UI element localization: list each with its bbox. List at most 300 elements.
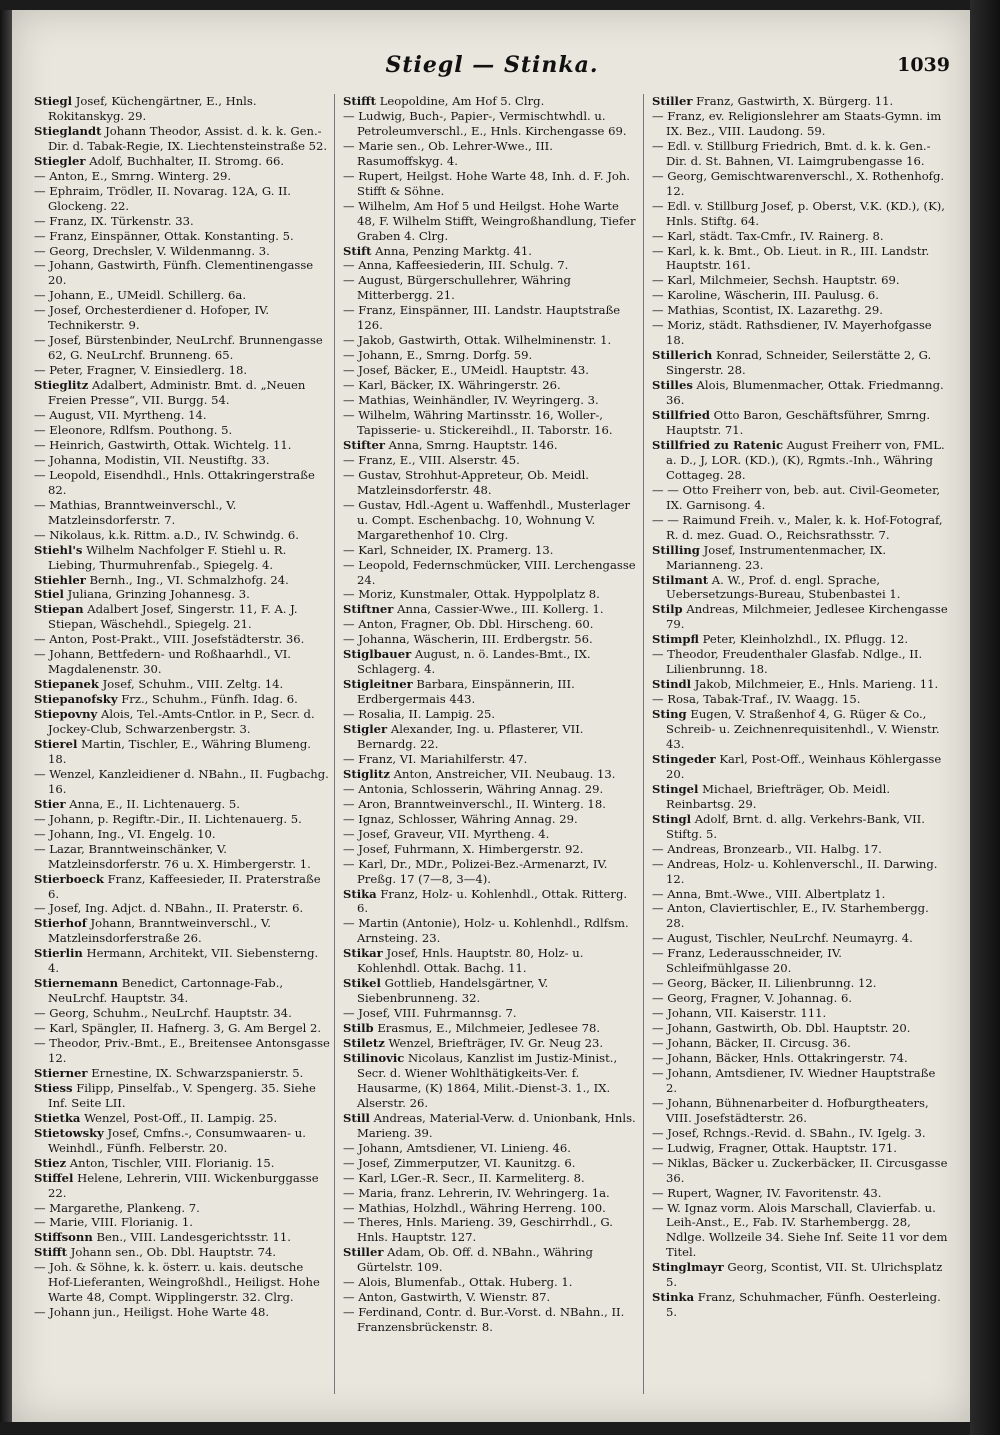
directory-entry (343, 587, 639, 602)
directory-entry (34, 363, 330, 378)
entry-text: — Ludwig, Buch-, Papier-, Vermischtwhdl. u. Petroleumverschl., E., Hnls. Kirchengasse 69. (343, 108, 627, 138)
directory-entry (34, 677, 330, 692)
directory-entry (34, 901, 330, 916)
directory-entry (343, 453, 639, 468)
entry-text: Franz, Holz- u. Kohlenhdl., Ottak. Ritterg. 6. (357, 886, 628, 916)
directory-entry (34, 692, 330, 707)
entry-text: — Franz, Einspänner, III. Landstr. Hauptstraße 126. (343, 303, 621, 333)
entry-text: Hermann, Architekt, VII. Siebensterng. 4. (48, 946, 319, 976)
directory-entry (343, 498, 639, 543)
entry-text: — Karl, Milchmeier, Sechsh. Hauptstr. 69. (652, 273, 900, 288)
directory-entry (343, 916, 639, 946)
directory-entry (34, 124, 330, 154)
entry-text: Nicolaus, Kanzlist im Justiz-Minist., Secr. d. Wiener Wohlthätigkeits-Ver. f. Hausarme, (K) 1864, Milit.-Dienst-3. 1., IX. Alserstr. 26. (357, 1051, 618, 1110)
directory-entry (34, 1126, 330, 1156)
entry-text: — Karl, k. k. Bmt., Ob. Lieut. in R., III. Landstr. Hauptstr. 161. (652, 243, 930, 273)
directory-entry (652, 1096, 948, 1126)
directory-entry (343, 782, 639, 797)
entry-text: — Johann, p. Regiftr.-Dir., II. Lichtenauerg. 5. (34, 811, 302, 826)
directory-entry (652, 139, 948, 169)
entry-surname: Stiehl's (34, 542, 83, 557)
directory-entry (652, 857, 948, 887)
entry-text: Josef, Hnls. Hauptstr. 80, Holz- u. Kohlenhdl. Ottak. Bachg. 11. (357, 946, 584, 976)
entry-text: — Georg, Bäcker, II. Lilienbrunng. 12. (652, 976, 877, 991)
entry-text: — — Raimund Freih. v., Maler, k. k. Hof-Fotograf, R. d. mez. Guad. O., Reichsrathsstr. 7. (652, 512, 943, 542)
entry-text: A. W., Prof. d. engl. Sprache, Uebersetzungs-Bureau, Stubenbastei 1. (666, 572, 901, 602)
entry-surname: Stiez (34, 1155, 67, 1170)
directory-entry (343, 94, 639, 109)
entry-text: — August, Tischler, NeuLrchf. Neumayrg. 4. (652, 931, 913, 946)
entry-text: — Theres, Hnls. Marieng. 39, Geschirrhdl., G. Hnls. Hauptstr. 127. (343, 1215, 613, 1245)
directory-entry (652, 1201, 948, 1261)
entry-surname: Stiller (652, 94, 693, 108)
entry-surname: Stiepanofsky (34, 692, 118, 707)
entry-text: — — Otto Freiherr von, beb. aut. Civil-Geometer, IX. Garnisong. 4. (652, 482, 941, 512)
entry-text: — Ferdinand, Contr. d. Bur.-Vorst. d. NBahn., II. Franzensbrückenstr. 8. (343, 1305, 625, 1335)
entry-text: — Josef, Bürstenbinder, NeuLrchf. Brunnengasse 62, G. NeuLrchf. Brunneng. 65. (34, 333, 323, 363)
entry-text: — Johann, Bettfedern- und Roßhaarhdl., VI. Magdalenenstr. 30. (34, 647, 291, 677)
entry-text: Anna, Cassier-Wwe., III. Kollerg. 1. (393, 602, 604, 617)
directory-entry (343, 1305, 639, 1335)
directory-entry (652, 378, 948, 408)
entry-text: — August, VII. Myrtheng. 14. (34, 408, 207, 423)
directory-entry (34, 498, 330, 528)
entry-text: Anna, Smrng. Hauptstr. 146. (384, 437, 558, 452)
directory-entry (652, 1290, 948, 1320)
entry-surname: Stilling (652, 542, 700, 557)
directory-entry (34, 1066, 330, 1081)
directory-entry (34, 408, 330, 423)
directory-entry (34, 94, 330, 124)
entry-surname: Stikel (343, 976, 381, 991)
directory-entry (343, 169, 639, 199)
entry-text: — Rupert, Heilgst. Hohe Warte 48, Inh. d. F. Joh. Stifft & Söhne. (343, 168, 630, 198)
entry-text: Otto Baron, Geschäftsführer, Smrng. Hauptstr. 71. (666, 408, 931, 437)
directory-entry (343, 1201, 639, 1216)
entry-text: — Anton, Post-Prakt., VIII. Josefstädterstr. 36. (34, 632, 305, 647)
directory-entry (652, 1006, 948, 1021)
entry-text: — Georg, Schuhm., NeuLrchf. Hauptstr. 34. (34, 1006, 292, 1021)
entry-text: Gottlieb, Handelsgärtner, V. Siebenbrunneng. 32. (357, 976, 549, 1006)
entry-surname: Stiegl (34, 94, 73, 108)
directory-entry (343, 707, 639, 722)
directory-entry (652, 1126, 948, 1141)
directory-entry (343, 408, 639, 438)
directory-entry (34, 468, 330, 498)
entry-text: Alois, Blumenmacher, Ottak. Friedmanng. 36. (666, 378, 944, 408)
directory-entry (34, 1036, 330, 1066)
directory-entry (652, 288, 948, 303)
entry-surname: Stillfried zu Ratenic (652, 437, 784, 452)
entry-text: — Karl, Dr., MDr., Polizei-Bez.-Armenarzt, IV. Preßg. 17 (7—8, 3—4). (343, 856, 608, 886)
entry-text: — Franz, E., VIII. Alserstr. 45. (343, 452, 520, 467)
entry-surname: Stilmant (652, 572, 709, 587)
entry-text: — Karl, Bäcker, IX. Währingerstr. 26. (343, 378, 561, 393)
entry-text: — Georg, Gemischtwarenverschl., X. Rothenhofg. 12. (652, 168, 945, 198)
directory-entry (343, 199, 639, 244)
entry-text: Adalbert, Administr. Bmt. d. „Neuen Freien Presse“, VII. Burgg. 54. (48, 378, 306, 408)
entry-text: — Anton, E., Smrng. Winterg. 29. (34, 168, 232, 183)
entry-text: Helene, Lehrerin, VIII. Wickenburggasse 22. (48, 1170, 319, 1200)
directory-entry (652, 632, 948, 647)
entry-text: — Wilhelm, Am Hof 5 und Heilgst. Hohe Warte 48, F. Wilhelm Stifft, Weingroßhandlung, Tiefer Graben 4. Clrg. (343, 198, 636, 243)
directory-entry (34, 842, 330, 872)
entry-surname: Stingeder (652, 751, 716, 766)
directory-entry (343, 1141, 639, 1156)
entry-text: — Ephraim, Trödler, II. Novarag. 12A, G. II. Glockeng. 22. (34, 183, 291, 213)
directory-column-3 (652, 94, 948, 1412)
entry-text: — Wenzel, Kanzleidiener d. NBahn., II. Fugbachg. 16. (34, 766, 329, 796)
directory-entry (652, 1051, 948, 1066)
directory-entry (343, 139, 639, 169)
entry-text: — Mathias, Branntweinverschl., V. Matzleinsdorferstr. 7. (34, 497, 237, 527)
directory-entry (34, 1156, 330, 1171)
directory-entry (34, 602, 330, 632)
directory-entry (652, 199, 948, 229)
directory-entry (343, 1245, 639, 1275)
entry-text: Alexander, Ing. u. Pflasterer, VII. Bernardg. 22. (357, 722, 584, 751)
entry-surname: Stietowsky (34, 1125, 104, 1140)
directory-entry (652, 901, 948, 931)
entry-text: — Karl, Schneider, IX. Pramerg. 13. (343, 542, 554, 557)
directory-entry (652, 94, 948, 109)
directory-entry (652, 782, 948, 812)
entry-text: — Josef, Orchesterdiener d. Hofoper, IV. Technikerstr. 9. (34, 303, 270, 333)
directory-entry (343, 857, 639, 887)
entry-text: Filipp, Pinselfab., V. Spengerg. 35. Siehe Inf. Seite LII. (48, 1080, 316, 1110)
directory-entry (34, 184, 330, 214)
directory-entry (343, 767, 639, 782)
entry-text: Karl, Post-Off., Weinhaus Köhlergasse 20. (666, 751, 942, 781)
directory-entry (652, 229, 948, 244)
entry-surname: Stiel (34, 587, 64, 602)
entry-text: August, n. ö. Landes-Bmt., IX. Schlagerg. 4. (357, 647, 591, 677)
directory-entry (34, 573, 330, 588)
entry-text: — Franz, VI. Mariahilferstr. 47. (343, 751, 528, 766)
entry-text: Ernestine, IX. Schwarzspanierstr. 5. (87, 1065, 304, 1080)
directory-entry (343, 109, 639, 139)
directory-entry (343, 722, 639, 752)
entry-text: — Moriz, Kunstmaler, Ottak. Hyppolplatz 8. (343, 587, 600, 602)
entry-text: Peter, Kleinholzhdl., IX. Pflugg. 12. (698, 632, 909, 647)
entry-surname: Stimpfl (652, 632, 699, 647)
entry-surname: Stillfried (652, 408, 710, 423)
entry-surname: Stieglitz (34, 378, 89, 393)
entry-text: — Josef, Zimmerputzer, VI. Kaunitzg. 6. (343, 1155, 576, 1170)
entry-surname: Stiepovny (34, 707, 98, 722)
entry-text: — Theodor, Freudenthaler Glasfab. Ndlge., II. Lilienbrunng. 18. (652, 647, 923, 677)
directory-entry (652, 273, 948, 288)
directory-entry (343, 244, 639, 259)
directory-entry (652, 931, 948, 946)
directory-entry (343, 1171, 639, 1186)
entry-text: Bernh., Ing., VI. Schmalzhofg. 24. (85, 572, 289, 587)
entry-text: — Anna, Bmt.-Wwe., VIII. Albertplatz 1. (652, 886, 886, 901)
entry-text: Andreas, Milchmeier, Jedlesee Kirchengasse 79. (666, 602, 948, 632)
directory-entry (652, 677, 948, 692)
entry-surname: Stinka (652, 1290, 695, 1305)
entry-text: Josef, Instrumentenmacher, IX. Marianneng. 23. (666, 542, 887, 572)
directory-entry (34, 214, 330, 229)
entry-text: — Johann, VII. Kaiserstr. 111. (652, 1006, 827, 1021)
entry-surname: Stifter (343, 437, 385, 452)
directory-entry (343, 543, 639, 558)
entry-surname: Stierner (34, 1065, 88, 1080)
entry-text: — Aron, Branntweinverschl., II. Winterg. 18. (343, 796, 606, 811)
entry-text: — Ludwig, Fragner, Ottak. Hauptstr. 171. (652, 1140, 897, 1155)
directory-entry (652, 244, 948, 274)
entry-text: — Maria, franz. Lehrerin, IV. Wehringerg. 1a. (343, 1185, 610, 1200)
directory-entry (343, 1215, 639, 1245)
entry-text: — Heinrich, Gastwirth, Ottak. Wichtelg. 11. (34, 437, 292, 452)
directory-entry (343, 827, 639, 842)
directory-entry (343, 1275, 639, 1290)
entry-text: Erasmus, E., Milchmeier, Jedlesee 78. (373, 1021, 601, 1036)
entry-surname: Stinglmayr (652, 1260, 724, 1275)
directory-entry (343, 1156, 639, 1171)
entry-surname: Stigleitner (343, 677, 413, 692)
entry-text: — Franz, Einspänner, Ottak. Konstanting. 5. (34, 228, 294, 243)
entry-text: — Johann jun., Heiligst. Hohe Warte 48. (34, 1305, 270, 1320)
entry-text: — Marie sen., Ob. Lehrer-Wwe., III. Rasumoffskyg. 4. (343, 138, 553, 168)
entry-surname: Stiernemann (34, 976, 119, 991)
entry-surname: Stierhof (34, 916, 87, 931)
entry-surname: Stifft (34, 1245, 68, 1260)
directory-entry (343, 1006, 639, 1021)
entry-text: Frz., Schuhm., Fünfh. Idag. 6. (117, 692, 298, 707)
directory-page (12, 10, 970, 1422)
directory-entry (652, 303, 948, 318)
entry-surname: Stiepanek (34, 677, 99, 692)
entry-text: Wilhelm Nachfolger F. Stiehl u. R. Liebing, Thurmuhrenfab., Spiegelg. 4. (48, 542, 287, 572)
entry-text: — Karl, städt. Tax-Cmfr., IV. Rainerg. 8. (652, 228, 884, 243)
entry-surname: Stiftner (343, 602, 394, 617)
entry-text: — Johanna, Wäscherin, III. Erdbergstr. 56. (343, 632, 593, 647)
entry-text: — Josef, Ing. Adjct. d. NBahn., II. Praterstr. 6. (34, 901, 304, 916)
directory-entry (34, 812, 330, 827)
directory-entry (343, 632, 639, 647)
entry-text: Georg, Scontist, VII. St. Ulrichsplatz 5. (666, 1260, 943, 1290)
entry-text: — Martin (Antonie), Holz- u. Kohlenhdl., Rdlfsm. Arnsteing. 23. (343, 916, 629, 946)
entry-surname: Stingl (652, 811, 692, 826)
entry-text: — Karoline, Wäscherin, III. Paulusg. 6. (652, 288, 879, 303)
entry-text: — Alois, Blumenfab., Ottak. Huberg. 1. (343, 1275, 573, 1290)
entry-surname: Stietka (34, 1110, 81, 1125)
entry-surname: Stilinovic (343, 1051, 405, 1065)
directory-entry (34, 767, 330, 797)
directory-entry (34, 827, 330, 842)
entry-text: — Anton, Claviertischler, E., IV. Starhembergg. 28. (652, 901, 929, 931)
entry-surname: Stiffel (34, 1170, 74, 1185)
directory-entry (34, 737, 330, 767)
entry-text: — Johann, Bäcker, Hnls. Ottakringerstr. 74. (652, 1051, 908, 1065)
entry-surname: Stiglitz (343, 766, 390, 781)
directory-entry (652, 543, 948, 573)
directory-entry (34, 1021, 330, 1036)
directory-entry (34, 154, 330, 169)
directory-entry (343, 1036, 639, 1051)
entry-text: — Antonia, Schlosserin, Währing Annag. 29. (343, 781, 604, 796)
entry-text: Adolf, Brnt. d. allg. Verkehrs-Bank, VII. Stiftg. 5. (666, 811, 925, 841)
entry-surname: Stiffsonn (34, 1230, 93, 1245)
entry-text: — Wilhelm, Währing Martinsstr. 16, Woller-, Tapisserie- u. Stickereihdl., II. Taborstr. 16. (343, 408, 613, 437)
directory-entry (34, 1230, 330, 1245)
entry-surname: Stierboeck (34, 871, 104, 886)
entry-text: — Georg, Fragner, V. Johannag. 6. (652, 991, 853, 1006)
directory-entry (343, 333, 639, 348)
directory-entry (34, 1305, 330, 1320)
entry-text: — Josef, VIII. Fuhrmannsg. 7. (343, 1006, 517, 1021)
directory-entry (343, 558, 639, 588)
entry-text: Alois, Tel.-Amts-Cntlor. in P., Secr. d. Jockey-Club, Schwarzenbergstr. 3. (48, 707, 315, 737)
entry-surname: Stierel (34, 736, 78, 751)
directory-entry (343, 602, 639, 617)
directory-entry (652, 408, 948, 438)
entry-text: — Joh. & Söhne, k. k. österr. u. kais. deutsche Hof-Lieferanten, Weingroßhdl., Heiligst. Hohe Warte 48, Compt. Wipplingerstr. 32. Clrg. (34, 1260, 320, 1305)
directory-entry (34, 1081, 330, 1111)
entry-surname: Stifft (343, 94, 377, 108)
directory-entry (343, 1051, 639, 1111)
entry-text: Barbara, Einspännerin, III. Erdbergermais 443. (357, 677, 575, 707)
entry-text: — Georg, Drechsler, V. Wildenmanng. 3. (34, 243, 270, 258)
entry-text: — Karl, LGer.-R. Secr., II. Karmeliterg. 8. (343, 1170, 585, 1185)
entry-text: — Johann, Ing., VI. Engelg. 10. (34, 826, 216, 841)
entry-surname: Stiepan (34, 602, 84, 617)
directory-entry (34, 258, 330, 288)
directory-entry (652, 438, 948, 483)
entry-text: Franz, Kaffeesieder, II. Praterstraße 6. (48, 871, 321, 901)
entry-text: Johann Theodor, Assist. d. k. k. Gen.-Dir. d. Tabak-Regie, IX. Liechtensteinstraße 52. (48, 123, 328, 153)
directory-entry (343, 303, 639, 333)
directory-entry (34, 229, 330, 244)
entry-surname: Stigler (343, 722, 388, 737)
entry-text: — Andreas, Holz- u. Kohlenverschl., II. Darwing. 12. (652, 856, 938, 886)
directory-entry (34, 288, 330, 303)
page-number: 1039 (897, 54, 950, 76)
entry-text: — Franz, ev. Religionslehrer am Staats-Gymn. im IX. Bez., VIII. Laudong. 59. (652, 108, 942, 138)
directory-entry (34, 1111, 330, 1126)
entry-surname: Stilp (652, 602, 683, 617)
entry-text: — Franz, Lederausschneider, IV. Schleifmühlgasse 20. (652, 946, 842, 976)
directory-entry (34, 647, 330, 677)
entry-text: — Mathias, Weinhändler, IV. Weyringerg. 3. (343, 393, 599, 408)
directory-entry (652, 318, 948, 348)
entry-text: — Johann, Gastwirth, Ob. Dbl. Hauptstr. 20. (652, 1021, 911, 1036)
entry-text: — Theodor, Priv.-Bmt., E., Breitensee Antonsgasse 12. (34, 1036, 330, 1065)
entry-text: — Johanna, Modistin, VII. Neustiftg. 33. (34, 452, 270, 467)
entry-surname: Stindl (652, 677, 692, 692)
entry-text: — August, Bürgerschullehrer, Währing Mitterbergg. 21. (343, 273, 571, 303)
directory-entry (652, 887, 948, 902)
directory-entry (34, 1245, 330, 1260)
directory-entry (652, 946, 948, 976)
entry-text: Wenzel, Post-Off., II. Lampig. 25. (80, 1110, 278, 1125)
directory-entry (652, 692, 948, 707)
entry-surname: Stiletz (343, 1036, 385, 1051)
entry-surname: Stiehler (34, 572, 86, 587)
entry-text: — Edl. v. Stillburg Friedrich, Bmt. d. k. k. Gen.-Dir. d. St. Bahnen, VI. Laimgrubengasse 16. (652, 138, 931, 168)
directory-entry (652, 812, 948, 842)
directory-entry (652, 647, 948, 677)
entry-surname: Stiess (34, 1080, 73, 1095)
entry-text: — Johann, E., UMeidl. Schillerg. 6a. (34, 288, 247, 303)
directory-entry (652, 573, 948, 603)
directory-entry (343, 677, 639, 707)
entry-text: Johann, Branntweinverschl., V. Matzleinsdorferstraße 26. (48, 916, 271, 946)
entry-text: Johann sen., Ob. Dbl. Hauptstr. 74. (67, 1245, 277, 1260)
entry-text: Adam, Ob. Off. d. NBahn., Währing Gürtelstr. 109. (357, 1245, 593, 1275)
directory-entry (343, 887, 639, 917)
entry-text: Wenzel, Briefträger, IV. Gr. Neug 23. (384, 1036, 604, 1051)
directory-entry (343, 348, 639, 363)
entry-surname: Stilb (343, 1021, 374, 1036)
entry-text: August Freiherr von, FML. a. D., J, LOR. (KD.), (K), Rgmts.-Inh., Währing Cottageg. 28. (666, 437, 945, 482)
entry-text: Benedict, Cartonnage-Fab., NeuLrchf. Hauptstr. 34. (48, 976, 284, 1006)
directory-entry (343, 842, 639, 857)
entry-text: — Franz, IX. Türkenstr. 33. (34, 213, 194, 228)
directory-entry (34, 303, 330, 333)
entry-text: Adalbert Josef, Singerstr. 11, F. A. J. Stiepan, Wäschehdl., Spiegelg. 21. (48, 602, 298, 632)
entry-text: — Edl. v. Stillburg Josef, p. Oberst, V.K. (KD.), (K), Hnls. Stiftg. 64. (652, 198, 945, 228)
entry-text: — Anna, Kaffeesiederin, III. Schulg. 7. (343, 258, 569, 273)
entry-text: — Gustav, Hdl.-Agent u. Waffenhdl., Musterlager u. Compt. Eschenbachg. 10, Wohnung V. Margarethenhof 10. Clrg. (343, 497, 631, 542)
directory-entry (34, 797, 330, 812)
entry-text: — Johann, Bühnenarbeiter d. Hofburgtheaters, VIII. Josefstädterstr. 26. (652, 1095, 929, 1125)
entry-text: Michael, Briefträger, Ob. Meidl. Reinbartsg. 29. (666, 781, 891, 811)
directory-entry (34, 438, 330, 453)
directory-entry (652, 602, 948, 632)
entry-text: Franz, Gastwirth, X. Bürgerg. 11. (692, 94, 894, 108)
entry-text: — Marie, VIII. Florianig. 1. (34, 1215, 193, 1230)
directory-entry (34, 244, 330, 259)
directory-entry (34, 946, 330, 976)
directory-entry (343, 1111, 639, 1141)
entry-text: — Leopold, Federnschmücker, VIII. Lerchengasse 24. (343, 557, 636, 587)
entry-text: Josef, Schuhm., VIII. Zeltg. 14. (98, 677, 284, 692)
entry-text: Juliana, Grinzing Johannesg. 3. (63, 587, 250, 602)
entry-text: Anton, Anstreicher, VII. Neubaug. 13. (390, 766, 616, 781)
directory-entry (34, 423, 330, 438)
directory-entry (343, 258, 639, 273)
entry-text: — Karl, Spängler, II. Hafnerg. 3, G. Am Bergel 2. (34, 1021, 322, 1036)
page-header (12, 48, 970, 88)
directory-column-2 (343, 94, 639, 1412)
entry-surname: Stikar (343, 946, 383, 961)
entry-surname: Stiller (343, 1245, 384, 1260)
directory-entry (652, 109, 948, 139)
entry-text: Anton, Tischler, VIII. Florianig. 15. (66, 1155, 275, 1170)
directory-entry (652, 1021, 948, 1036)
book-right-edge (970, 0, 1000, 1435)
entry-surname: Stier (34, 796, 66, 811)
entry-text: — Niklas, Bäcker u. Zuckerbäcker, II. Circusgasse 36. (652, 1155, 948, 1185)
directory-entry (34, 378, 330, 408)
directory-entry (343, 752, 639, 767)
entry-text: Jakob, Milchmeier, E., Hnls. Marieng. 11. (691, 677, 939, 692)
directory-entry (34, 872, 330, 902)
entry-text: — Josef, Bäcker, E., UMeidl. Hauptstr. 43. (343, 363, 589, 378)
directory-entry (343, 1290, 639, 1305)
entry-text: — Nikolaus, k.k. Rittm. a.D., IV. Schwindg. 6. (34, 527, 299, 542)
directory-entry (343, 976, 639, 1006)
entry-text: — Jakob, Gastwirth, Ottak. Wilhelminenstr. 1. (343, 333, 612, 348)
entry-text: — Mathias, Scontist, IX. Lazarethg. 29. (652, 303, 883, 318)
entry-surname: Stieglandt (34, 123, 102, 138)
entry-surname: Sting (652, 707, 687, 722)
directory-column-1 (34, 94, 330, 1412)
directory-entry (343, 1021, 639, 1036)
entry-text: — Josef, Graveur, VII. Myrtheng. 4. (343, 826, 550, 841)
